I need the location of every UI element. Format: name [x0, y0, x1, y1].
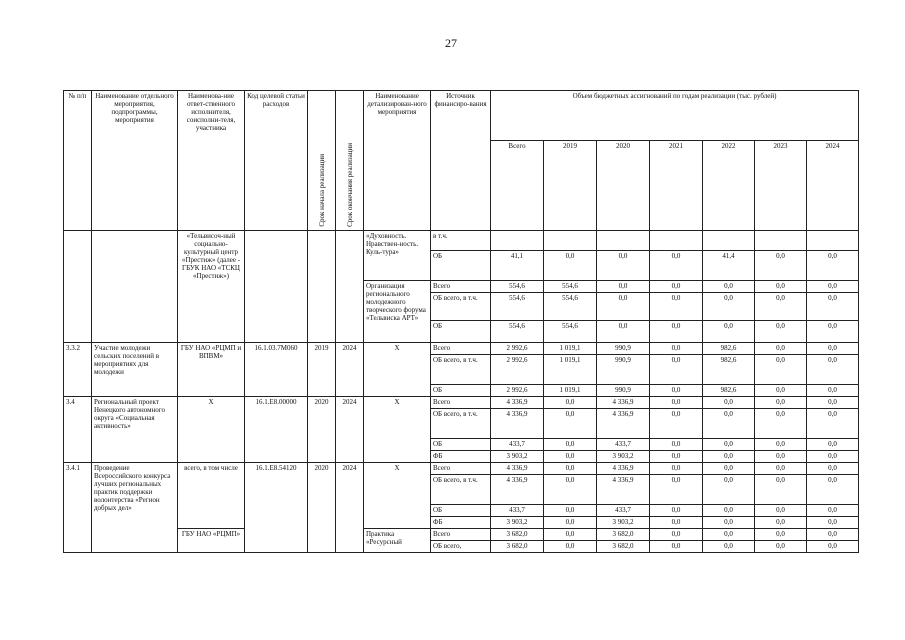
- value-cell: 990,9: [597, 385, 650, 397]
- executor-cell: всего, в том числе: [178, 463, 245, 529]
- value-cell: 0,0: [544, 529, 597, 541]
- start-cell: 2020: [308, 463, 336, 553]
- value-cell: 0,0: [650, 475, 703, 505]
- code-cell: 16.1.Е8.54120: [245, 463, 308, 553]
- value-cell: 0,0: [597, 251, 650, 281]
- value-cell: 1 019,1: [544, 343, 597, 355]
- code-cell: [245, 231, 308, 343]
- header-year: 2019: [544, 141, 597, 231]
- source-cell: Всего: [431, 397, 491, 409]
- value-cell: 0,0: [755, 343, 807, 355]
- value-cell: 0,0: [755, 397, 807, 409]
- value-cell: 4 336,9: [491, 463, 544, 475]
- num-cell: [64, 231, 92, 343]
- value-cell: 433,7: [491, 505, 544, 517]
- start-cell: [308, 231, 336, 343]
- value-cell: 1 019,1: [544, 355, 597, 385]
- start-cell: 2020: [308, 397, 336, 463]
- value-cell: 554,6: [544, 293, 597, 321]
- value-cell: 0,0: [807, 293, 859, 321]
- name-cell: [92, 231, 178, 343]
- end-cell: 2024: [336, 343, 364, 397]
- value-cell: 0,0: [755, 529, 807, 541]
- header-year: 2020: [597, 141, 650, 231]
- value-cell: 4 336,9: [597, 475, 650, 505]
- value-cell: 2 992,6: [491, 385, 544, 397]
- value-cell: [755, 231, 807, 251]
- value-cell: [597, 231, 650, 251]
- value-cell: 0,0: [544, 505, 597, 517]
- value-cell: 0,0: [807, 281, 859, 293]
- value-cell: 0,0: [807, 397, 859, 409]
- value-cell: 554,6: [544, 321, 597, 343]
- value-cell: 0,0: [755, 355, 807, 385]
- detail-cell: Организация регионального молодежного творческого форума «Тельвиска АРТ»: [364, 281, 431, 343]
- start-cell: 2019: [308, 343, 336, 397]
- num-cell: 3.4: [64, 397, 92, 463]
- executor-cell: «Тельвисоч-ный социально-культурный центр «Престиж» (далее - ГБУК НАО «ТСКЦ «Престиж»): [178, 231, 245, 343]
- value-cell: 0,0: [807, 321, 859, 343]
- value-cell: 0,0: [755, 385, 807, 397]
- value-cell: 0,0: [703, 451, 755, 463]
- value-cell: 4 336,9: [491, 475, 544, 505]
- value-cell: 4 336,9: [597, 397, 650, 409]
- value-cell: 0,0: [650, 397, 703, 409]
- value-cell: 0,0: [755, 451, 807, 463]
- value-cell: 0,0: [807, 529, 859, 541]
- value-cell: 0,0: [650, 505, 703, 517]
- value-cell: 0,0: [807, 251, 859, 281]
- value-cell: 0,0: [807, 541, 859, 553]
- header-year: 2024: [807, 141, 859, 231]
- value-cell: 0,0: [650, 355, 703, 385]
- source-cell: Всего: [431, 343, 491, 355]
- header-detail: Наименование детализирован-ного мероприятия: [364, 91, 431, 231]
- detail-cell: Х: [364, 463, 431, 529]
- value-cell: [544, 231, 597, 251]
- value-cell: 0,0: [755, 463, 807, 475]
- source-cell: в т.ч.: [431, 231, 491, 251]
- value-cell: 3 903,2: [597, 451, 650, 463]
- value-cell: 2 992,6: [491, 355, 544, 385]
- value-cell: 0,0: [703, 397, 755, 409]
- value-cell: 0,0: [703, 529, 755, 541]
- value-cell: 554,6: [491, 321, 544, 343]
- value-cell: 0,0: [807, 517, 859, 529]
- header-year: Всего: [491, 141, 544, 231]
- executor-cell: Х: [178, 397, 245, 463]
- name-cell: Проведение Всероссийского конкурса лучших региональных практик поддержки волонтерства «Регион добрых дел»: [92, 463, 178, 553]
- value-cell: 0,0: [650, 517, 703, 529]
- page-number: 27: [445, 36, 457, 50]
- budget-table: [63, 90, 859, 553]
- name-cell: Региональный проект Ненецкого автономного округа «Социальная активность»: [92, 397, 178, 463]
- value-cell: 0,0: [755, 439, 807, 451]
- header-executor: Наименова-ние ответ-ственного исполнителя, соисполни-теля, участника: [178, 91, 245, 231]
- source-cell: ОБ всего, в т.ч.: [431, 409, 491, 439]
- value-cell: 433,7: [597, 439, 650, 451]
- value-cell: 4 336,9: [597, 409, 650, 439]
- num-cell: 3.3.2: [64, 343, 92, 397]
- source-cell: ОБ: [431, 385, 491, 397]
- value-cell: 0,0: [544, 251, 597, 281]
- value-cell: [807, 231, 859, 251]
- value-cell: 0,0: [703, 505, 755, 517]
- value-cell: 554,6: [491, 293, 544, 321]
- detail-cell: Практика «Ресурсный: [364, 529, 431, 553]
- value-cell: 3 903,2: [491, 451, 544, 463]
- table-row: [64, 231, 859, 251]
- value-cell: 0,0: [544, 463, 597, 475]
- value-cell: 433,7: [491, 439, 544, 451]
- value-cell: 0,0: [807, 355, 859, 385]
- value-cell: 0,0: [703, 409, 755, 439]
- value-cell: [703, 231, 755, 251]
- value-cell: 0,0: [807, 409, 859, 439]
- value-cell: [491, 231, 544, 251]
- value-cell: 0,0: [703, 321, 755, 343]
- row-3-4: [64, 397, 859, 409]
- value-cell: 433,7: [597, 505, 650, 517]
- value-cell: 41,4: [703, 251, 755, 281]
- value-cell: 0,0: [650, 541, 703, 553]
- header-year: 2023: [755, 141, 807, 231]
- value-cell: 4 336,9: [597, 463, 650, 475]
- value-cell: 0,0: [544, 451, 597, 463]
- value-cell: 2 992,6: [491, 343, 544, 355]
- value-cell: 41,1: [491, 251, 544, 281]
- detail-cell: Х: [364, 343, 431, 397]
- value-cell: 0,0: [703, 439, 755, 451]
- value-cell: 0,0: [807, 463, 859, 475]
- value-cell: 0,0: [650, 529, 703, 541]
- value-cell: 0,0: [807, 475, 859, 505]
- value-cell: 3 903,2: [491, 517, 544, 529]
- header-start-text: Срок начала реализации: [317, 154, 326, 227]
- end-cell: 2024: [336, 463, 364, 553]
- value-cell: 0,0: [703, 517, 755, 529]
- value-cell: 3 682,0: [597, 529, 650, 541]
- value-cell: 0,0: [755, 409, 807, 439]
- value-cell: 0,0: [703, 475, 755, 505]
- source-cell: Всего: [431, 529, 491, 541]
- value-cell: 0,0: [755, 281, 807, 293]
- value-cell: 0,0: [755, 517, 807, 529]
- header-row: [64, 91, 859, 141]
- value-cell: 3 682,0: [597, 541, 650, 553]
- value-cell: 0,0: [703, 541, 755, 553]
- num-cell: 3.4.1: [64, 463, 92, 553]
- source-cell: ОБ всего, в т.ч.: [431, 475, 491, 505]
- value-cell: 1 019,1: [544, 385, 597, 397]
- value-cell: 3 903,2: [597, 517, 650, 529]
- value-cell: 0,0: [650, 281, 703, 293]
- value-cell: 0,0: [755, 321, 807, 343]
- value-cell: 0,0: [650, 439, 703, 451]
- header-year: 2021: [650, 141, 703, 231]
- value-cell: 0,0: [544, 409, 597, 439]
- value-cell: 3 682,0: [491, 529, 544, 541]
- value-cell: 0,0: [650, 251, 703, 281]
- detail-cell: Х: [364, 397, 431, 463]
- value-cell: 554,6: [491, 281, 544, 293]
- value-cell: 982,6: [703, 343, 755, 355]
- detail-cell: «Духовность. Нравствен-ность. Куль-тура»: [364, 231, 431, 281]
- end-cell: 2024: [336, 397, 364, 463]
- value-cell: 0,0: [597, 293, 650, 321]
- value-cell: 0,0: [544, 475, 597, 505]
- value-cell: 990,9: [597, 355, 650, 385]
- value-cell: 0,0: [650, 463, 703, 475]
- value-cell: 0,0: [703, 463, 755, 475]
- executor-cell: ГБУ НАО «РЦМП и ВПВМ»: [178, 343, 245, 397]
- code-cell: 16.1.Е8.00000: [245, 397, 308, 463]
- source-cell: ОБ всего, в т.ч.: [431, 293, 491, 321]
- source-cell: Всего: [431, 281, 491, 293]
- row-3-3-2: [64, 343, 859, 355]
- value-cell: 982,6: [703, 355, 755, 385]
- executor-cell: ГБУ НАО «РЦМП»: [178, 529, 245, 553]
- source-cell: ФБ: [431, 517, 491, 529]
- value-cell: 0,0: [544, 541, 597, 553]
- source-cell: ОБ всего,: [431, 541, 491, 553]
- source-cell: ФБ: [431, 451, 491, 463]
- value-cell: 0,0: [807, 385, 859, 397]
- row-3-4-1: [64, 463, 859, 475]
- value-cell: 4 336,9: [491, 397, 544, 409]
- value-cell: 0,0: [755, 475, 807, 505]
- name-cell: Участие молодежи сельских поселений в мероприятиях для молодежи: [92, 343, 178, 397]
- value-cell: 0,0: [650, 451, 703, 463]
- value-cell: 0,0: [544, 397, 597, 409]
- value-cell: 4 336,9: [491, 409, 544, 439]
- value-cell: 3 682,0: [491, 541, 544, 553]
- header-name: Наименование отдельного мероприятия, подпрограммы, мероприятия: [92, 91, 178, 231]
- value-cell: 0,0: [703, 281, 755, 293]
- value-cell: 0,0: [544, 517, 597, 529]
- header-code: Код целевой статьи расходов: [245, 91, 308, 231]
- value-cell: 0,0: [755, 251, 807, 281]
- source-cell: ОБ: [431, 321, 491, 343]
- value-cell: 990,9: [597, 343, 650, 355]
- value-cell: 0,0: [597, 281, 650, 293]
- value-cell: 0,0: [650, 321, 703, 343]
- value-cell: 0,0: [807, 451, 859, 463]
- value-cell: 0,0: [755, 541, 807, 553]
- value-cell: 0,0: [807, 505, 859, 517]
- source-cell: ОБ: [431, 439, 491, 451]
- source-cell: ОБ: [431, 251, 491, 281]
- row-3-4-1: [64, 529, 859, 541]
- value-cell: 982,6: [703, 385, 755, 397]
- value-cell: [650, 231, 703, 251]
- header-start: [308, 91, 336, 231]
- header-budget: Объем бюджетных ассигнований по годам реализации (тыс. рублей): [491, 91, 859, 141]
- value-cell: 0,0: [544, 439, 597, 451]
- header-source: Источник финансиро-вания: [431, 91, 491, 231]
- header-num: № п/п: [64, 91, 92, 231]
- source-cell: Всего: [431, 463, 491, 475]
- value-cell: 0,0: [597, 321, 650, 343]
- value-cell: 0,0: [755, 293, 807, 321]
- source-cell: ОБ: [431, 505, 491, 517]
- source-cell: ОБ всего, в т.ч.: [431, 355, 491, 385]
- value-cell: 0,0: [650, 409, 703, 439]
- value-cell: 0,0: [650, 343, 703, 355]
- value-cell: 0,0: [755, 505, 807, 517]
- header-end-text: Срок окончания реализации: [345, 143, 354, 227]
- value-cell: 0,0: [650, 293, 703, 321]
- end-cell: [336, 231, 364, 343]
- header-year: 2022: [703, 141, 755, 231]
- value-cell: 554,6: [544, 281, 597, 293]
- value-cell: 0,0: [650, 385, 703, 397]
- value-cell: 0,0: [703, 293, 755, 321]
- value-cell: 0,0: [807, 439, 859, 451]
- header-end: [336, 91, 364, 231]
- value-cell: 0,0: [807, 343, 859, 355]
- code-cell: 16.1.03.7М060: [245, 343, 308, 397]
